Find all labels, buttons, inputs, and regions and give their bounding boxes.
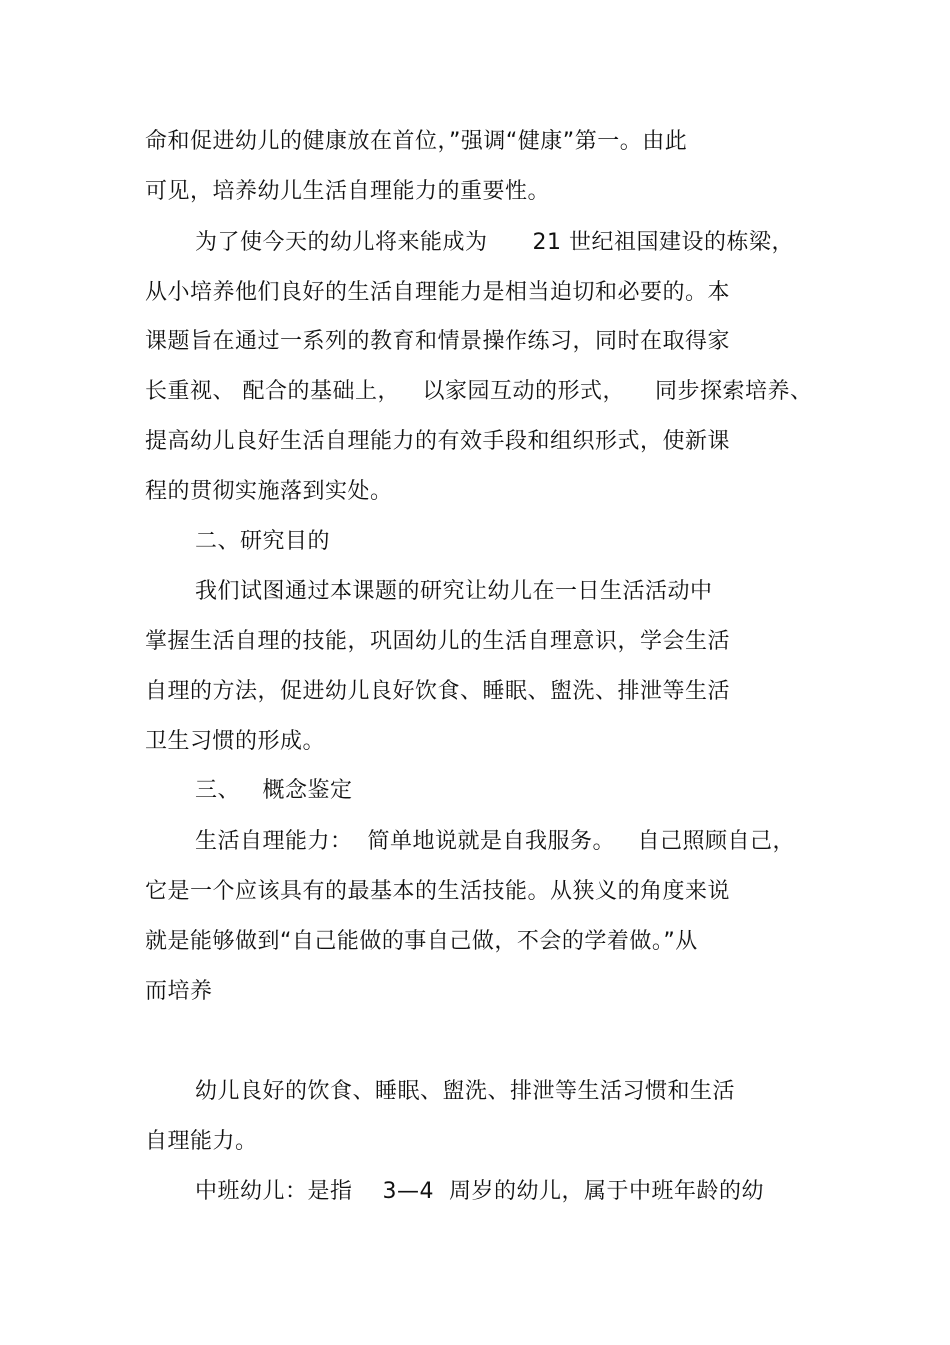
text-line: 就是能够做到“自己能做的事自己做，不会的学着做。”从 bbox=[145, 929, 698, 954]
text-line: 长重视、 配合的基础上， 以家园互动的形式， 同步探索培养、 bbox=[145, 379, 813, 404]
text-line: 卫生习惯的形成。 bbox=[145, 729, 326, 754]
text-line: 为了使今天的幼儿将来能成为 21 世纪祖国建设的栋梁， bbox=[195, 230, 794, 255]
section-heading: 二、研究目的 bbox=[195, 529, 331, 554]
text-line: 而培养 bbox=[145, 979, 213, 1004]
text-line: 命和促进幼儿的健康放在首位，”强调“健康”第一。由此 bbox=[145, 129, 688, 154]
text-line: 可见，培养幼儿生活自理能力的重要性。 bbox=[145, 179, 551, 204]
text-line: 提高幼儿良好生活自理能力的有效手段和组织形式，使新课 bbox=[145, 429, 731, 454]
text-line: 中班幼儿：是指 3—4 周岁的幼儿，属于中班年龄的幼 bbox=[195, 1179, 764, 1204]
text-line: 从小培养他们良好的生活自理能力是相当迫切和必要的。本 bbox=[145, 280, 731, 305]
text-line: 掌握生活自理的技能，巩固幼儿的生活自理意识，学会生活 bbox=[145, 629, 731, 654]
text-line: 幼儿良好的饮食、睡眠、盥洗、排泄等生活习惯和生活 bbox=[195, 1079, 736, 1104]
text-line: 课题旨在通过一系列的教育和情景操作练习，同时在取得家 bbox=[145, 329, 731, 354]
text-line: 自理的方法，促进幼儿良好饮食、睡眠、盥洗、排泄等生活 bbox=[145, 679, 731, 704]
text-line: 它是一个应该具有的最基本的生活技能。从狭义的角度来说 bbox=[145, 879, 731, 904]
text-line: 程的贯彻实施落到实处。 bbox=[145, 479, 393, 504]
section-heading: 三、 概念鉴定 bbox=[195, 778, 353, 803]
text-line: 生活自理能力： 简单地说就是自我服务。 自己照顾自己， bbox=[195, 829, 795, 854]
text-line: 我们试图通过本课题的研究让幼儿在一日生活活动中 bbox=[195, 579, 713, 604]
text-line: 自理能力。 bbox=[145, 1129, 258, 1154]
